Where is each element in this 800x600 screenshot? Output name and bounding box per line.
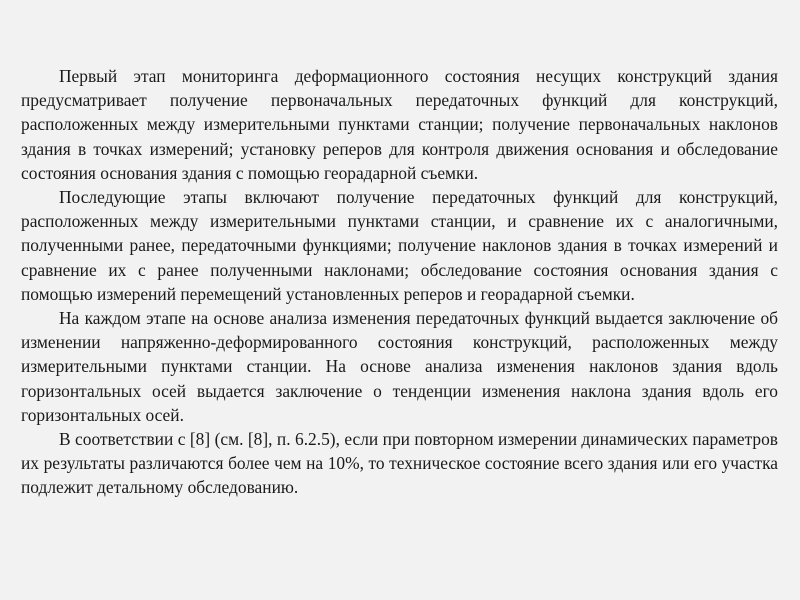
paragraph-each-stage-conclusion: На каждом этапе на основе анализа изменения передаточных функций выдается заключение об изменении напряженно-деформированного состояния конструкций, расположенных между измерительными пунктами станции. На основе анализа изменения наклонов здания вдоль горизонтальных осей выдается заключение о тенденции изменения наклона здания вдоль его горизонтальных осей. [21, 308, 778, 425]
paragraph-subsequent-stages: Последующие этапы включают получение передаточных функций для конструкций, расположенных между измерительными пунктами станции, и сравнение их с аналогичными, полученными ранее, передаточными функциями; получение наклонов здания в точках измерений и сравнение их с ранее полученными наклонами; обследование состояния основания здания с помощью измерений перемещений установленных реперов и георадарной съемки. [21, 187, 778, 304]
document-body [21, 64, 778, 500]
paragraph-first-stage: Первый этап мониторинга деформационного состояния несущих конструкций здания предусматривает получение первоначальных передаточных функций для конструкций, расположенных между измерительными пунктами станции; получение первоначальных наклонов здания в точках измерений; установку реперов для контроля движения основания и обследование состояния основания здания с помощью георадарной съемки. [21, 66, 778, 183]
paragraph-detailed-inspection: В соответствии с [8] (см. [8], п. 6.2.5), если при повторном измерении динамических параметров их результаты различаются более чем на 10%, то техническое состояние всего здания или его участка подлежит детальному обследованию. [21, 429, 778, 498]
